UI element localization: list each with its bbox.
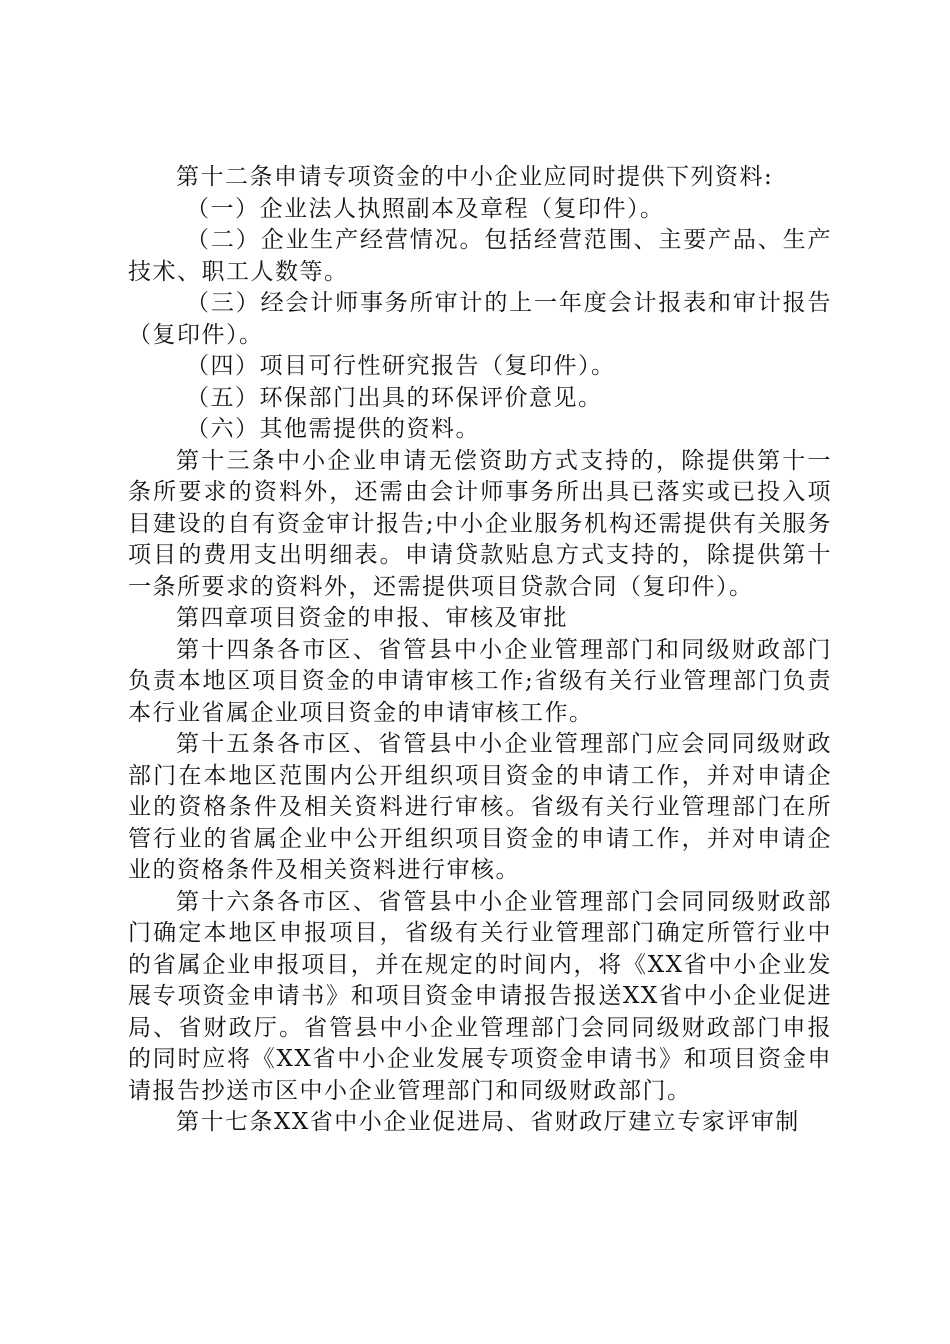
paragraph: （一）企业法人执照副本及章程（复印件）。 bbox=[186, 195, 665, 222]
paragraph: （二）企业生产经营情况。包括经营范围、主要产品、生产技术、职工人数等。 bbox=[128, 227, 832, 285]
paragraph: 第十五条各市区、省管县中小企业管理部门应会同同级财政部门在本地区范围内公开组织项目资金的申请工作，并对申请企业的资格条件及相关资料进行审核。省级有关行业管理部门在所管行业的省属企业中公开组织项目资金的申请工作，并对申请企业的资格条件及相关资料进行审核。 bbox=[128, 731, 832, 883]
paragraph: （六）其他需提供的资料。 bbox=[186, 416, 480, 442]
paragraph: （四）项目可行性研究报告（复印件）。 bbox=[186, 353, 616, 379]
paragraph: 第十七条XX省中小企业促进局、省财政厅建立专家评审制 bbox=[176, 1109, 800, 1135]
paragraph: 第十六条各市区、省管县中小企业管理部门会同同级财政部门确定本地区申报项目，省级有关行业管理部门确定所管行业中的省属企业申报项目，并在规定的时间内，将《XX省中小企业发展专项资金申请书》和项目资金申请报告报送XX省中小企业促进局、省财政厅。省管县中小企业管理部门会同同级财政部门申报的同时应将《XX省中小企业发展专项资金申请书》和项目资金申请报告抄送市区中小企业管理部门和同级财政部门。 bbox=[128, 888, 832, 1104]
document-body bbox=[128, 162, 832, 1139]
paragraph: 第十三条中小企业申请无偿资助方式支持的，除提供第十一条所要求的资料外，还需由会计师事务所出具已落实或已投入项目建设的自有资金审计报告;中小企业服务机构还需提供有关服务项目的费用支出明细表。申请贷款贴息方式支持的，除提供第十一条所要求的资料外，还需提供项目贷款合同（复印件）。 bbox=[128, 447, 832, 600]
paragraph: 第十二条申请专项资金的中小企业应同时提供下列资料: bbox=[176, 164, 774, 190]
paragraph: （五）环保部门出具的环保评价意见。 bbox=[186, 384, 603, 411]
chapter-heading: 第四章项目资金的申报、审核及审批 bbox=[176, 605, 568, 631]
paragraph: 第十四条各市区、省管县中小企业管理部门和同级财政部门负责本地区项目资金的申请审核工作;省级有关行业管理部门负责本行业省属企业项目资金的申请审核工作。 bbox=[128, 636, 832, 726]
paragraph: （三）经会计师事务所审计的上一年度会计报表和审计报告（复印件）。 bbox=[128, 290, 832, 348]
